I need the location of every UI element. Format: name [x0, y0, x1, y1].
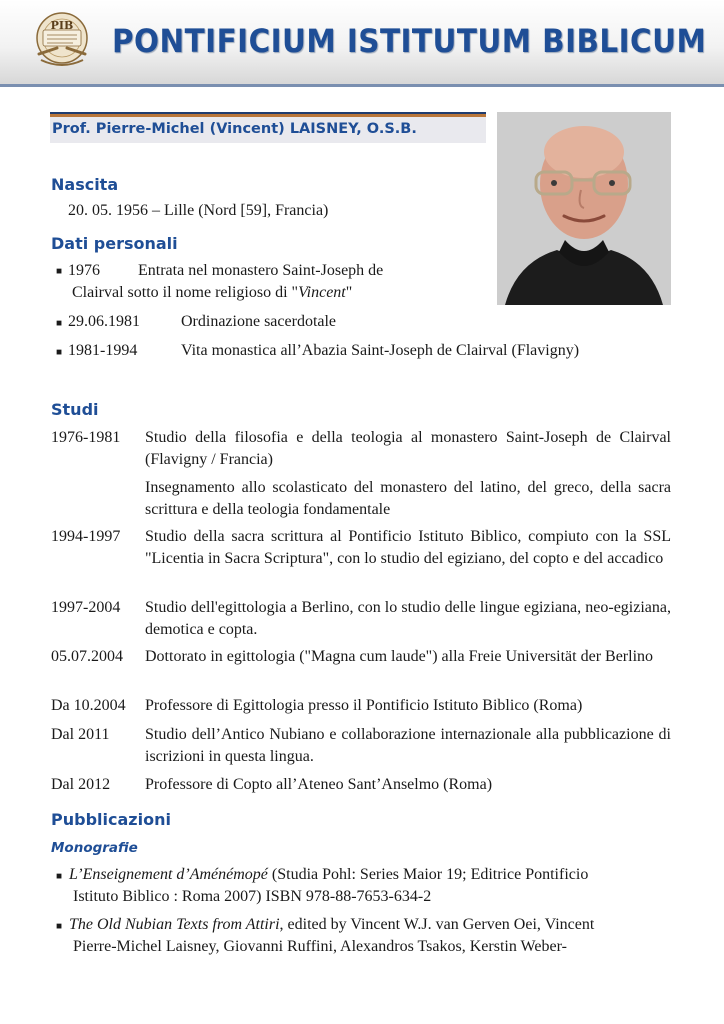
- publication-entry: [69, 864, 588, 886]
- institute-seal-logo: [27, 8, 97, 78]
- dati-text: Entrata nel monastero Saint-Joseph de: [138, 262, 384, 279]
- publication-details: (Studia Pohl: Series Maior 19; Editrice Pontificio: [267, 866, 589, 883]
- bullet-icon: ■: [56, 347, 63, 358]
- studi-text: Studio della sacra scrittura al Pontificio Istituto Biblico, compiuto con la SSL "Licentia in Sacra Scriptura", con lo studio del egiziano, del copto e del accadico: [145, 528, 671, 567]
- dati-text-part: Clairval sotto il nome religioso di ": [72, 284, 299, 301]
- header-rule: [0, 84, 724, 87]
- section-heading-dati-personali: Dati personali: [51, 234, 178, 253]
- studi-text: Studio della filosofia e della teologia al monastero Saint-Joseph de Clairval (Flavigny / Francia): [145, 429, 671, 468]
- birth-info: 20. 05. 1956 – Lille (Nord [59], Francia): [68, 202, 329, 219]
- bullet-icon: ■: [56, 871, 63, 882]
- studi-date: 1997-2004: [51, 599, 121, 616]
- bullet-icon: ■: [56, 318, 63, 329]
- section-heading-nascita: Nascita: [51, 175, 119, 194]
- svg-text:PIB: PIB: [50, 19, 74, 32]
- studi-date: 05.07.2004: [51, 648, 123, 665]
- dati-text-part: ": [345, 284, 353, 301]
- portrait-photo: [497, 112, 671, 305]
- publication-title: The Old Nubian Texts from Attiri: [69, 916, 280, 933]
- subheading-monografie: Monografie: [51, 840, 138, 856]
- studi-date: 1976-1981: [51, 429, 121, 446]
- studi-text: Professore di Copto all’Ateneo Sant’Anselmo (Roma): [145, 776, 493, 793]
- institute-title: PONTIFICIUM ISTITUTUM BIBLICUM: [112, 22, 707, 60]
- bullet-icon: ■: [56, 266, 63, 277]
- person-name: Prof. Pierre-Michel (Vincent) LAISNEY, O.S.B.: [52, 121, 417, 137]
- religious-name: Vincent: [298, 284, 346, 301]
- publication-entry: [69, 914, 594, 936]
- studi-date: 1994-1997: [51, 528, 121, 545]
- studi-text: Dottorato in egittologia ("Magna cum laude") alla Freie Universität der Berlino: [145, 648, 654, 665]
- dati-text: Ordinazione sacerdotale: [181, 313, 337, 330]
- publication-details-continued: Pierre-Michel Laisney, Giovanni Ruffini, Alexandros Tsakos, Kerstin Weber-: [73, 938, 567, 955]
- studi-text: Studio dell’Antico Nubiano e collaborazione internazionale alla pubblicazione di iscrizioni in questa lingua.: [145, 726, 671, 765]
- name-bar: [50, 114, 486, 143]
- bullet-icon: ■: [56, 921, 63, 932]
- dati-year: 1976: [68, 262, 100, 279]
- dati-year: 1981-1994: [68, 342, 138, 359]
- publication-details-continued: Istituto Biblico : Roma 2007) ISBN 978-88-7653-634-2: [73, 888, 432, 905]
- section-heading-studi: Studi: [51, 400, 99, 419]
- publication-details: , edited by Vincent W.J. van Gerven Oei, Vincent: [279, 916, 595, 933]
- dati-year: 29.06.1981: [68, 313, 140, 330]
- publication-title: L’Enseignement d’Aménémopé: [69, 866, 268, 883]
- studi-text: Studio dell'egittologia a Berlino, con lo studio delle lingue egiziana, neo-egiziana, demotica e copta.: [145, 599, 671, 638]
- studi-text: Insegnamento allo scolasticato del monastero del latino, del greco, della sacra scrittura e della teologia fondamentale: [145, 479, 671, 518]
- dati-text: Vita monastica all’Abazia Saint-Joseph de Clairval (Flavigny): [181, 342, 580, 359]
- studi-date: Dal 2012: [51, 776, 111, 793]
- studi-text: Professore di Egittologia presso il Pontificio Istituto Biblico (Roma): [145, 697, 583, 714]
- section-heading-pubblicazioni: Pubblicazioni: [51, 810, 171, 829]
- studi-date: Da 10.2004: [51, 697, 126, 714]
- studi-date: Dal 2011: [51, 726, 110, 743]
- dati-text-continued: [72, 282, 352, 304]
